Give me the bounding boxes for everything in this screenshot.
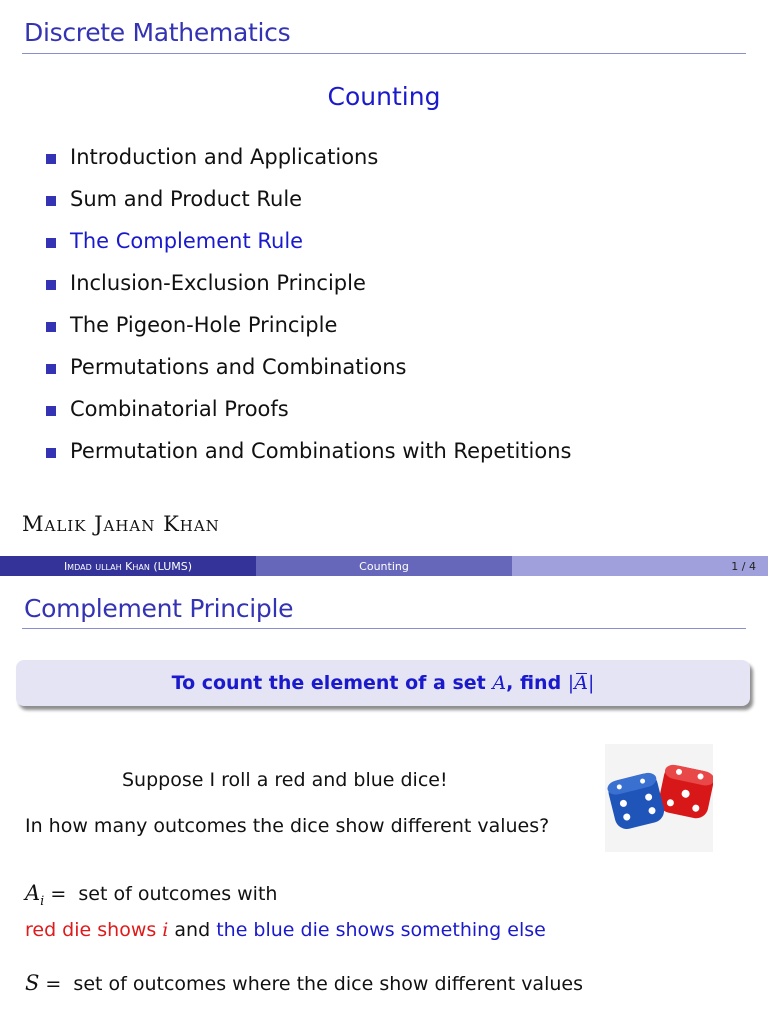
- blue-die-text: the blue die shows something else: [216, 919, 546, 941]
- toc-item[interactable]: [46, 346, 572, 388]
- footer-author: Imdad ullah Khan (LUMS): [0, 556, 256, 576]
- toc-item[interactable]: [46, 388, 572, 430]
- box-prefix: To count the element of a set: [171, 672, 493, 694]
- toc-item-label: Combinatorial Proofs: [70, 397, 289, 421]
- author-name: Malik Jahan Khan: [22, 512, 220, 536]
- def-s-var: S: [25, 971, 40, 995]
- dice-image: [605, 744, 713, 852]
- bullet-icon: [46, 280, 56, 290]
- bullet-icon: [46, 196, 56, 206]
- toc-item-current[interactable]: [46, 220, 572, 262]
- definition-a: [25, 881, 277, 909]
- definition-a-detail: [25, 919, 546, 941]
- slide-2: [0, 576, 768, 1024]
- slide-footer: [0, 556, 768, 576]
- footer-title: Counting: [256, 556, 512, 576]
- toc-item[interactable]: [46, 262, 572, 304]
- highlight-box: [16, 660, 750, 706]
- bullet-icon: [46, 448, 56, 458]
- toc-item[interactable]: [46, 430, 572, 472]
- toc-item[interactable]: [46, 178, 572, 220]
- bullet-icon: [46, 406, 56, 416]
- red-die-var: i: [162, 919, 169, 941]
- section-title: Counting: [327, 82, 441, 111]
- toc-item-label: Inclusion-Exclusion Principle: [70, 271, 366, 295]
- and-text: and: [168, 919, 217, 941]
- box-bar-close: |: [587, 672, 595, 694]
- box-middle: , find: [506, 672, 568, 694]
- box-bar-open: |: [567, 672, 575, 694]
- table-of-contents: [46, 136, 572, 472]
- footer-page-number: 1 / 4: [512, 556, 768, 576]
- question-text: In how many outcomes the dice show different values?: [25, 815, 550, 837]
- toc-item[interactable]: [46, 136, 572, 178]
- toc-item-label: Permutation and Combinations with Repetitions: [70, 439, 572, 463]
- def-a-eq: = set of outcomes with: [44, 883, 278, 905]
- slide-title-rule: [22, 628, 746, 629]
- toc-item-label: Sum and Product Rule: [70, 187, 303, 211]
- def-s-text: = set of outcomes where the dice show different values: [39, 973, 583, 995]
- dice-icon: [605, 744, 713, 852]
- toc-item-label: Permutations and Combinations: [70, 355, 407, 379]
- bullet-icon: [46, 364, 56, 374]
- box-complement-var: A: [574, 672, 588, 694]
- toc-item-label: The Pigeon-Hole Principle: [70, 313, 338, 337]
- roll-statement: Suppose I roll a red and blue dice!: [122, 769, 448, 791]
- bullet-icon: [46, 154, 56, 164]
- bullet-icon: [46, 238, 56, 248]
- box-set-var: A: [492, 672, 507, 694]
- bullet-icon: [46, 322, 56, 332]
- def-a-var: A: [25, 881, 41, 905]
- slide-title: Complement Principle: [24, 594, 294, 623]
- red-die-text: red die shows: [25, 919, 163, 941]
- definition-s: [25, 971, 583, 995]
- toc-item-label: The Complement Rule: [70, 229, 304, 253]
- toc-item[interactable]: [46, 304, 572, 346]
- def-a-sub: i: [40, 893, 45, 909]
- toc-item-label: Introduction and Applications: [70, 145, 379, 169]
- header-rule: [22, 53, 746, 54]
- header-title: Discrete Mathematics: [24, 18, 291, 47]
